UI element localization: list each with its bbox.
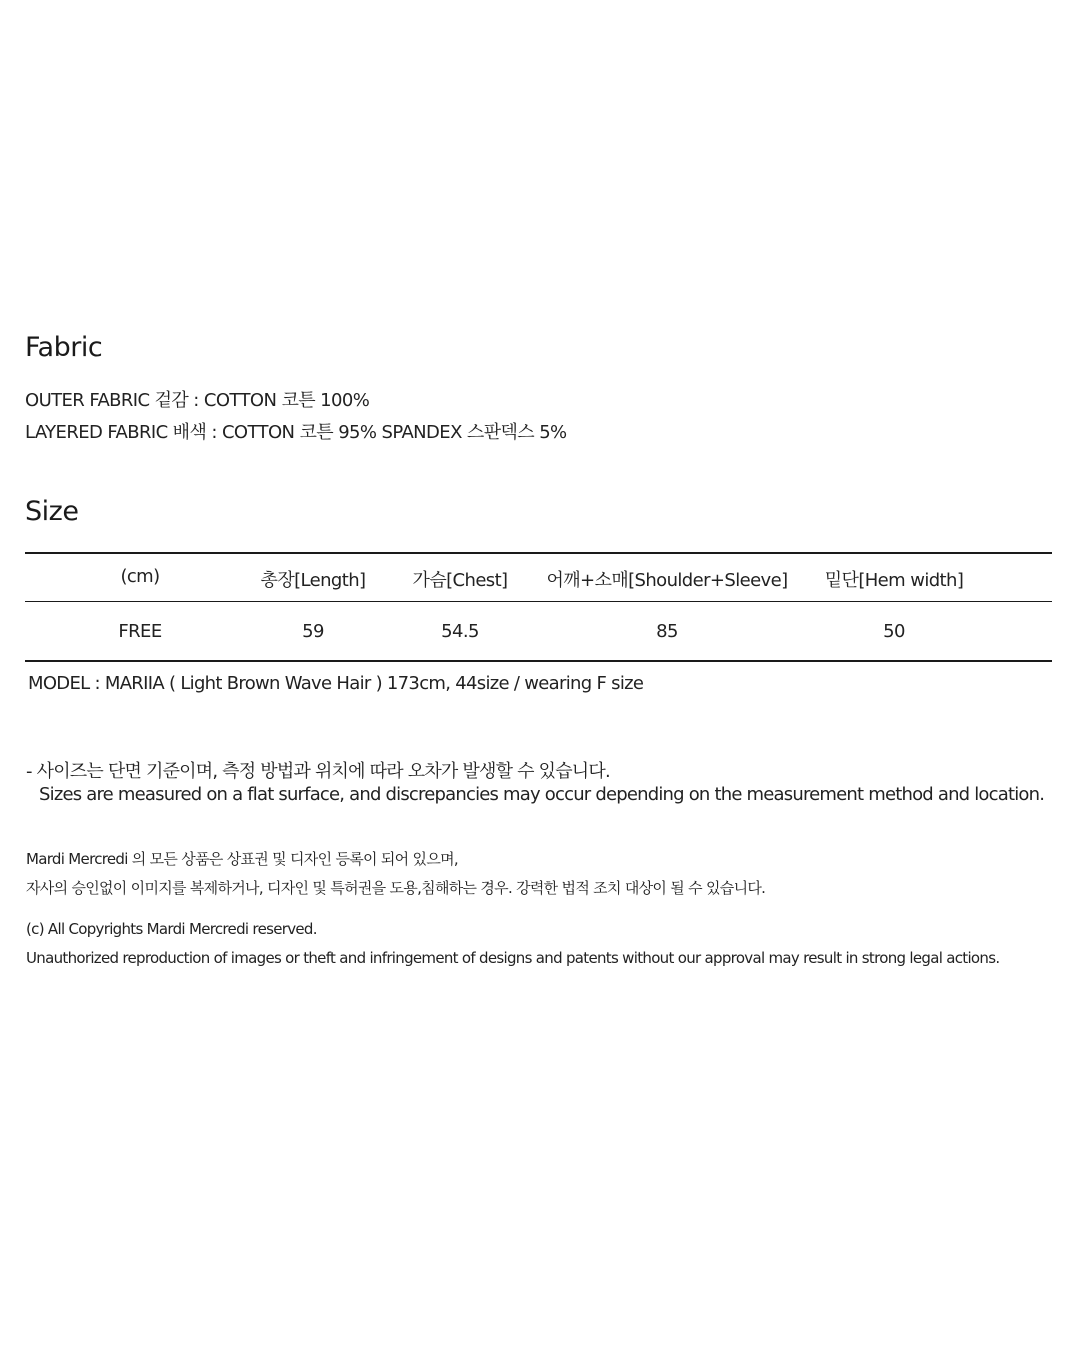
copyright-en-line-2: Unauthorized reproduction of images or theft and infringement of designs and patents without our approval may result in strong legal actions. [26,949,1000,967]
cell-shoulder-sleeve: 85 [656,621,678,642]
copyright-ko-line-1: Mardi Mercredi 의 모든 상품은 상표권 및 디자인 등록이 되어 있으며, [26,850,458,868]
outer-fabric-line: OUTER FABRIC 겉감 : COTTON 코튼 100% [25,390,370,411]
header-shoulder-sleeve: 어깨+소매[Shoulder+Sleeve] [546,570,788,591]
header-cm: (cm) [120,566,160,587]
table-bottom-rule [25,660,1052,662]
header-length: 총장[Length] [260,570,366,591]
cell-hem-width: 50 [883,621,905,642]
size-notice-en: Sizes are measured on a flat surface, and discrepancies may occur depending on the measurement method and location. [39,784,1045,805]
table-top-rule [25,552,1052,554]
table-header-rule [25,601,1052,602]
layered-fabric-line: LAYERED FABRIC 배색 : COTTON 코튼 95% SPANDEX 스판덱스 5% [25,422,567,443]
fabric-title: Fabric [25,332,103,363]
cell-chest: 54.5 [441,621,479,642]
size-notice-ko: - 사이즈는 단면 기준이며, 측정 방법과 위치에 따라 오차가 발생할 수 있습니다. [26,761,610,782]
cell-length: 59 [302,621,324,642]
size-title: Size [25,496,79,527]
header-hem-width: 밑단[Hem width] [824,570,964,591]
model-info: MODEL : MARIIA ( Light Brown Wave Hair ) 173cm, 44size / wearing F size [28,673,644,694]
copyright-ko-line-2: 자사의 승인없이 이미지를 복제하거나, 디자인 및 특허권을 도용,침해하는 경우. 강력한 법적 조치 대상이 될 수 있습니다. [26,879,766,897]
copyright-en-line-1: (c) All Copyrights Mardi Mercredi reserved. [26,920,317,938]
cell-size: FREE [118,621,162,642]
header-chest: 가슴[Chest] [412,570,508,591]
